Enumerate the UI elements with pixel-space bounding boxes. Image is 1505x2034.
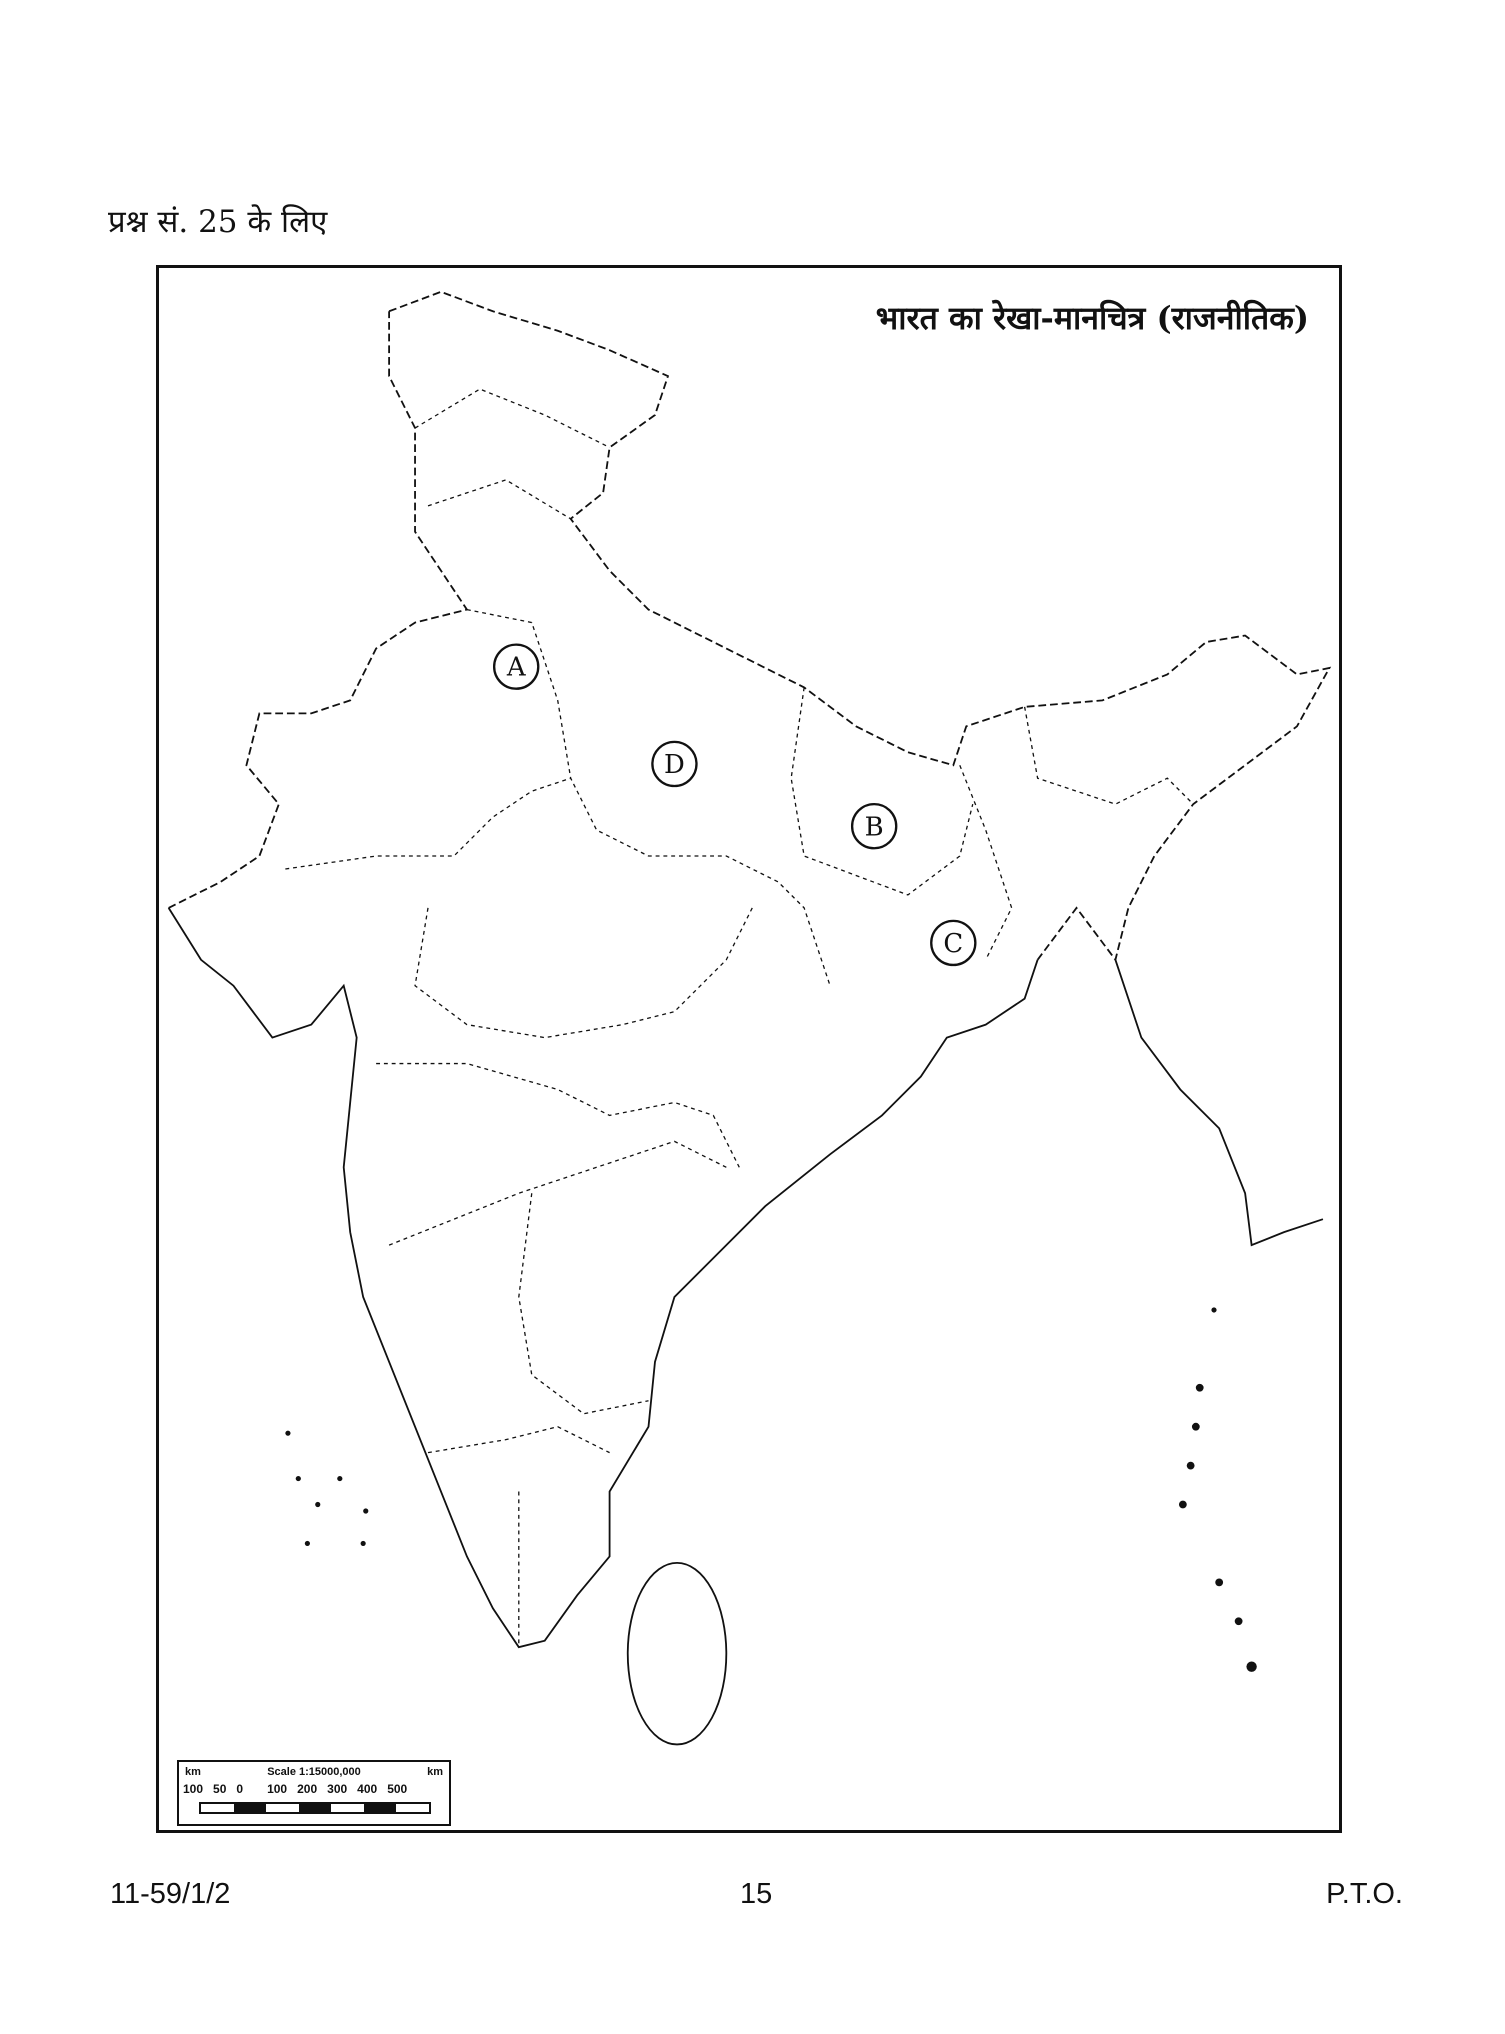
please-turn-over: P.T.O. (1326, 1878, 1403, 1910)
scale-tick: 300 (327, 1782, 348, 1796)
question-reference: प्रश्न सं. 25 के लिए (108, 204, 328, 240)
marker-label: D (664, 750, 685, 781)
paper-code: 11-59/1/2 (110, 1878, 231, 1910)
scale-tick: 400 (357, 1782, 378, 1796)
scale-bar-graphic (199, 1802, 431, 1814)
scale-unit-right: km (427, 1766, 443, 1778)
marker-label: C (943, 928, 964, 959)
scale-bar (177, 1760, 451, 1826)
marker-label: A (506, 652, 526, 683)
map-frame (156, 265, 1342, 1833)
scale-ratio: Scale 1:15000,000 (267, 1766, 361, 1778)
page-number: 15 (740, 1878, 773, 1910)
scale-tick: 500 (387, 1782, 408, 1796)
scale-tick: 50 (213, 1782, 227, 1796)
map-title: भारत का रेखा-मानचित्र (राजनीतिक) (875, 299, 1309, 337)
scale-unit-left: km (185, 1766, 201, 1778)
scale-tick: 100 (267, 1782, 288, 1796)
scale-tick: 100 (183, 1782, 204, 1796)
marker-label: B (864, 812, 884, 843)
scale-tick: 0 (236, 1782, 244, 1796)
scale-tick: 200 (297, 1782, 318, 1796)
